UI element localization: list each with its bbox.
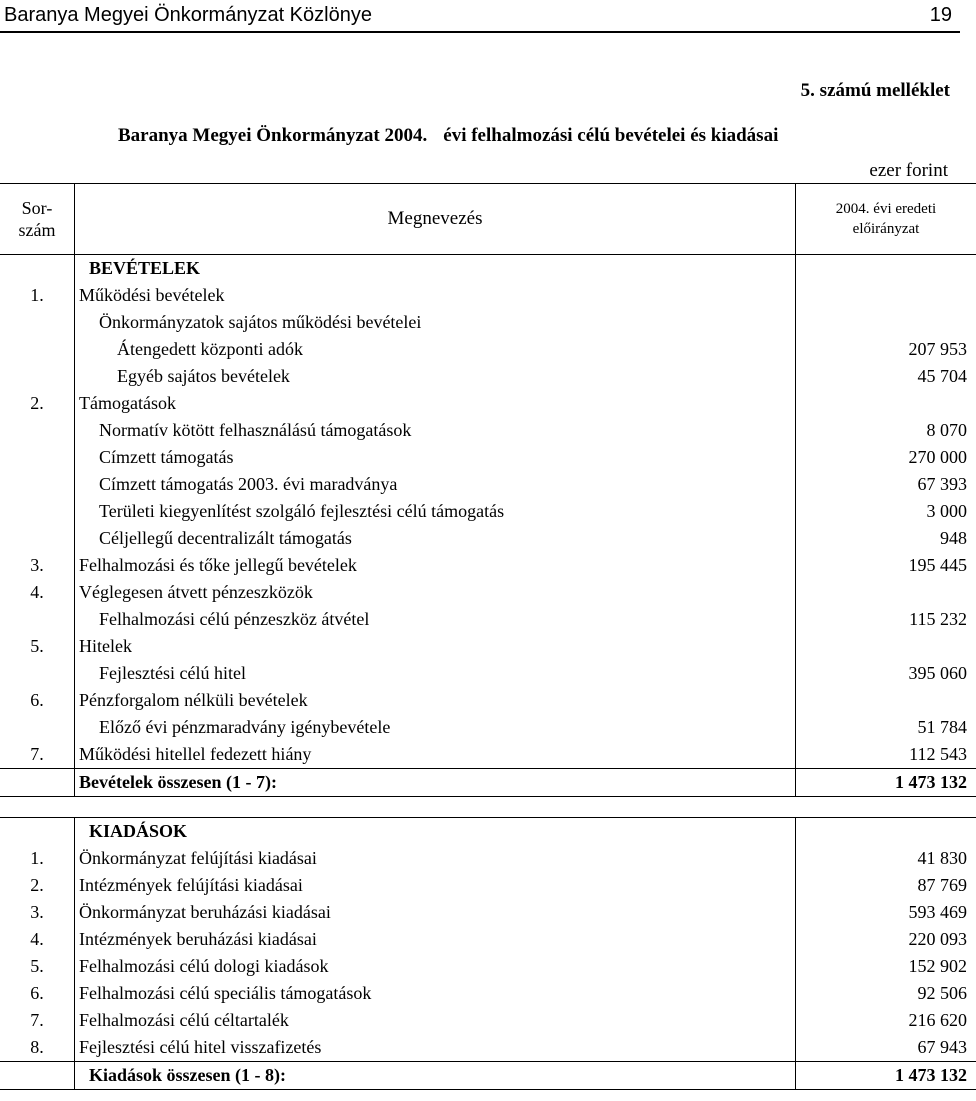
row-label: Önkormányzatok sajátos működési bevételei <box>75 309 796 336</box>
table-row <box>0 444 976 471</box>
table-row <box>0 741 976 769</box>
table-row <box>0 926 976 953</box>
row-value: 92 506 <box>917 983 967 1003</box>
table-row <box>0 471 976 498</box>
row-label: Fejlesztési célú hitel visszafizetés <box>75 1034 796 1062</box>
row-label: Intézmények felújítási kiadásai <box>75 872 796 899</box>
table-row <box>0 1034 976 1062</box>
row-number: 3. <box>0 899 75 926</box>
row-label: Átengedett központi adók <box>75 336 796 363</box>
row-value: 112 543 <box>909 744 967 764</box>
row-value: 3 000 <box>926 501 967 521</box>
column-header-number-line2: szám <box>18 220 56 240</box>
table-row <box>0 872 976 899</box>
expenses-total-value: 1 473 132 <box>796 1062 976 1090</box>
row-value: 67 393 <box>917 474 967 494</box>
row-label: Felhalmozási és tőke jellegű bevételek <box>75 552 796 579</box>
budget-table <box>0 183 976 1090</box>
revenue-heading-row <box>0 255 976 283</box>
revenue-total-value: 1 473 132 <box>796 769 976 797</box>
unit-label: ezer forint <box>869 160 948 181</box>
row-value <box>796 282 976 309</box>
page-header <box>0 0 960 33</box>
table-row <box>0 633 976 660</box>
row-label: Hitelek <box>75 633 796 660</box>
row-value: 115 232 <box>909 609 967 629</box>
row-value <box>796 309 976 336</box>
row-value: 51 784 <box>917 717 967 737</box>
section-spacer <box>0 797 976 818</box>
row-value <box>796 687 976 714</box>
row-value: 87 769 <box>917 875 967 895</box>
row-label: Felhalmozási célú speciális támogatások <box>75 980 796 1007</box>
column-header-number-line1: Sor- <box>21 198 53 218</box>
row-label: Felhalmozási célú dologi kiadások <box>75 953 796 980</box>
row-label: Pénzforgalom nélküli bevételek <box>75 687 796 714</box>
row-value: 395 060 <box>908 663 967 683</box>
table-row <box>0 606 976 633</box>
column-header-value-line1: 2004. évi eredeti <box>835 201 937 217</box>
document-title <box>118 125 778 147</box>
row-label: Működési bevételek <box>75 282 796 309</box>
row-value <box>796 633 976 660</box>
table-row <box>0 845 976 872</box>
publication-title: Baranya Megyei Önkormányzat Közlönye <box>4 4 372 26</box>
row-number <box>0 444 75 471</box>
table-row <box>0 980 976 1007</box>
row-number: 3. <box>0 552 75 579</box>
empty-cell <box>0 1062 75 1090</box>
row-value: 207 953 <box>908 339 967 359</box>
row-number: 5. <box>0 633 75 660</box>
row-number: 2. <box>0 390 75 417</box>
row-value: 45 704 <box>917 366 967 386</box>
column-header-value <box>796 184 976 255</box>
row-value: 195 445 <box>908 555 967 575</box>
row-label: Fejlesztési célú hitel <box>75 660 796 687</box>
row-label: Címzett támogatás 2003. évi maradványa <box>75 471 796 498</box>
row-number <box>0 525 75 552</box>
row-label: Működési hitellel fedezett hiány <box>75 741 796 769</box>
revenue-heading: BEVÉTELEK <box>75 255 796 283</box>
empty-cell <box>796 818 976 846</box>
expenses-total-label: Kiadások összesen (1 - 8): <box>75 1062 796 1090</box>
row-label: Előző évi pénzmaradvány igénybevétele <box>75 714 796 741</box>
table-row <box>0 579 976 606</box>
row-number: 7. <box>0 741 75 769</box>
row-label: Területi kiegyenlítést szolgáló fejlesztési célú támogatás <box>75 498 796 525</box>
row-label: Intézmények beruházási kiadásai <box>75 926 796 953</box>
table-row <box>0 552 976 579</box>
row-value: 152 902 <box>908 956 967 976</box>
row-label: Felhalmozási célú céltartalék <box>75 1007 796 1034</box>
row-label: Céljellegű decentralizált támogatás <box>75 525 796 552</box>
table-row <box>0 714 976 741</box>
row-number <box>0 417 75 444</box>
column-header-value-line2: előirányzat <box>852 221 920 237</box>
empty-cell <box>0 255 75 283</box>
row-number: 4. <box>0 926 75 953</box>
document-title-part2: évi felhalmozási célú bevételei és kiadásai <box>443 125 779 146</box>
row-label: Önkormányzat felújítási kiadásai <box>75 845 796 872</box>
revenue-total-label: Bevételek összesen (1 - 7): <box>75 769 796 797</box>
row-number <box>0 660 75 687</box>
row-number: 1. <box>0 845 75 872</box>
row-value: 593 469 <box>908 902 967 922</box>
row-label: Önkormányzat beruházási kiadásai <box>75 899 796 926</box>
empty-cell <box>796 255 976 283</box>
row-value: 948 <box>940 528 967 548</box>
table-row <box>0 899 976 926</box>
table-row <box>0 498 976 525</box>
row-number: 4. <box>0 579 75 606</box>
table-row <box>0 953 976 980</box>
row-label: Egyéb sajátos bevételek <box>75 363 796 390</box>
row-number: 2. <box>0 872 75 899</box>
table-row <box>0 660 976 687</box>
row-value <box>796 579 976 606</box>
row-number: 6. <box>0 687 75 714</box>
row-value: 220 093 <box>908 929 967 949</box>
table-row <box>0 282 976 309</box>
row-number: 8. <box>0 1034 75 1062</box>
row-label: Címzett támogatás <box>75 444 796 471</box>
row-number: 5. <box>0 953 75 980</box>
row-number <box>0 714 75 741</box>
page-number: 19 <box>929 4 952 26</box>
row-number: 7. <box>0 1007 75 1034</box>
row-number <box>0 336 75 363</box>
row-label: Véglegesen átvett pénzeszközök <box>75 579 796 606</box>
spacer-cell <box>0 797 976 818</box>
revenue-total-row <box>0 769 976 797</box>
expenses-heading: KIADÁSOK <box>75 818 796 846</box>
row-number <box>0 363 75 390</box>
table-row <box>0 363 976 390</box>
empty-cell <box>0 769 75 797</box>
row-value: 67 943 <box>917 1037 967 1057</box>
row-label: Támogatások <box>75 390 796 417</box>
row-number: 6. <box>0 980 75 1007</box>
document-title-part1: Baranya Megyei Önkormányzat 2004. <box>118 125 428 146</box>
header-divider <box>0 31 960 33</box>
row-number <box>0 498 75 525</box>
table-row <box>0 687 976 714</box>
expenses-total-row <box>0 1062 976 1090</box>
row-value: 41 830 <box>917 848 967 868</box>
expenses-heading-row <box>0 818 976 846</box>
table-row <box>0 417 976 444</box>
table-row <box>0 390 976 417</box>
row-number: 1. <box>0 282 75 309</box>
row-label: Felhalmozási célú pénzeszköz átvétel <box>75 606 796 633</box>
row-value: 216 620 <box>908 1010 967 1030</box>
table-row <box>0 336 976 363</box>
row-value <box>796 390 976 417</box>
table-row <box>0 525 976 552</box>
row-number <box>0 471 75 498</box>
row-number <box>0 606 75 633</box>
annex-label: 5. számú melléklet <box>800 80 950 101</box>
table-header-row <box>0 184 976 255</box>
row-label: Normatív kötött felhasználású támogatások <box>75 417 796 444</box>
empty-cell <box>0 818 75 846</box>
row-number <box>0 309 75 336</box>
row-value: 8 070 <box>926 420 967 440</box>
table-row <box>0 309 976 336</box>
table-row <box>0 1007 976 1034</box>
row-value: 270 000 <box>908 447 967 467</box>
column-header-name: Megnevezés <box>75 184 796 255</box>
column-header-number <box>0 184 75 255</box>
